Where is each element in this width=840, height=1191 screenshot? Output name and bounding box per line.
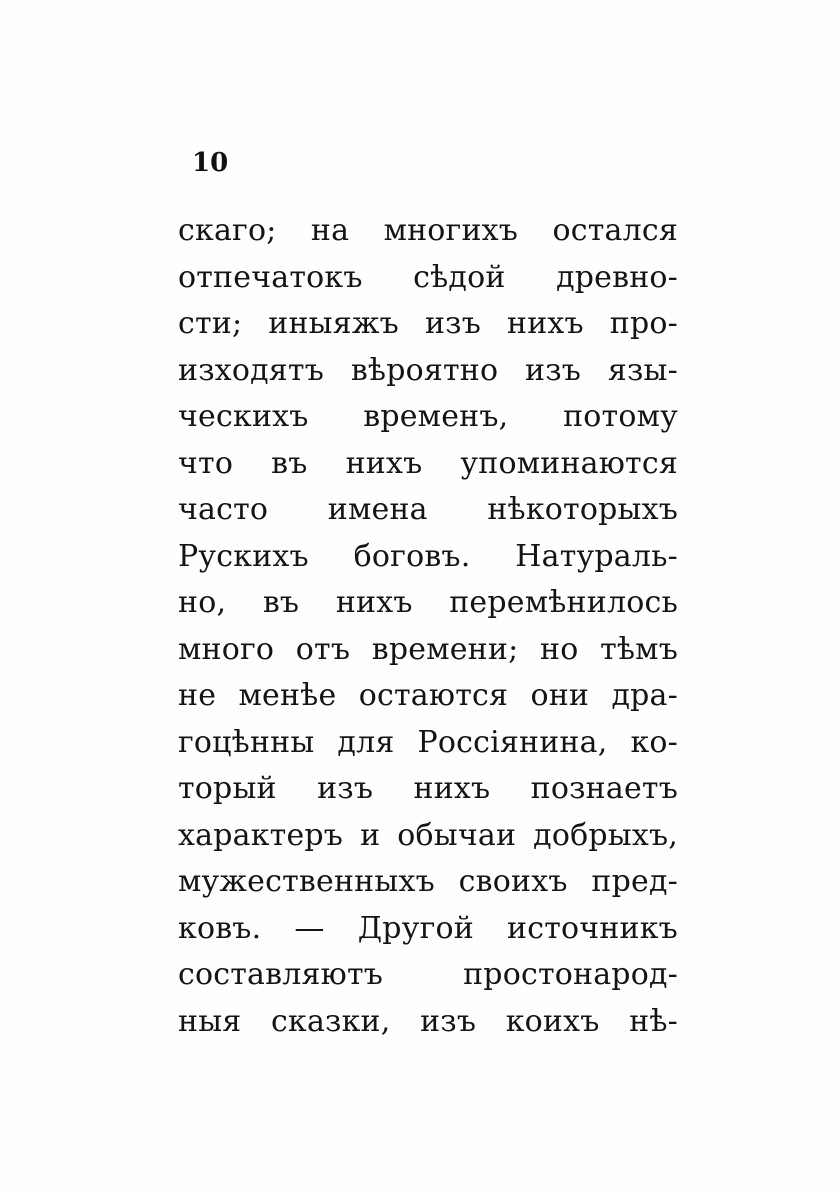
text-line: [178, 213, 678, 260]
body-text: [178, 213, 678, 1050]
word: ковъ.: [178, 910, 262, 946]
word: Россіянина,: [417, 724, 608, 760]
text-line: [178, 678, 678, 725]
word: ныя: [178, 1003, 242, 1039]
text-line: [178, 1004, 678, 1051]
word: тѣмъ: [600, 631, 678, 667]
word: много: [178, 631, 275, 667]
word: боговъ.: [353, 538, 471, 574]
text-line: [178, 539, 678, 586]
word: гоцѣнны: [178, 724, 315, 760]
text-line: [178, 399, 678, 446]
word: иныяжъ: [268, 306, 399, 341]
word: обычаи: [397, 817, 517, 853]
word: часто: [178, 492, 269, 527]
word: сти;: [178, 306, 243, 341]
word: нихъ: [335, 585, 413, 620]
word: изъ: [420, 1003, 477, 1039]
word: остался: [552, 213, 678, 248]
word: въ: [271, 445, 308, 481]
word: древно-: [556, 259, 678, 295]
word: они: [530, 678, 590, 713]
word: на: [310, 213, 350, 248]
word: торый: [178, 771, 277, 806]
word: Рускихъ: [178, 538, 309, 574]
word: ко-: [630, 724, 678, 760]
word: но: [540, 631, 579, 667]
word: упоминаются: [460, 445, 678, 481]
word: для: [337, 724, 395, 760]
word: нихъ: [345, 445, 423, 481]
word: изъ: [317, 771, 374, 806]
text-line: [178, 864, 678, 911]
word: не: [178, 678, 217, 713]
word: пред-: [591, 864, 678, 899]
word: составляютъ: [178, 957, 384, 992]
word: вѣроятно: [350, 352, 499, 388]
word: добрыхъ,: [533, 817, 678, 853]
text-line: [178, 446, 678, 493]
word: своихъ: [458, 864, 568, 899]
word: нихъ: [507, 306, 584, 341]
page-number: 10: [192, 148, 229, 178]
word: имена: [327, 492, 428, 527]
text-line: [178, 725, 678, 772]
word: временъ,: [363, 399, 509, 434]
text-line: [178, 771, 678, 818]
word: Натураль-: [515, 538, 678, 574]
word: дра-: [611, 678, 678, 713]
word: изъ: [525, 352, 582, 388]
word: потому: [563, 399, 678, 434]
word: коихъ: [505, 1003, 600, 1039]
word: —: [294, 910, 325, 946]
word: источникъ: [507, 910, 678, 946]
text-line: [178, 911, 678, 958]
text-line: [178, 957, 678, 1004]
word: нихъ: [413, 771, 491, 806]
text-line: [178, 353, 678, 400]
word: но,: [178, 585, 227, 620]
text-line: [178, 818, 678, 865]
word: изъ: [424, 306, 482, 341]
word: перемѣнилось: [449, 585, 678, 620]
word: менѣе: [238, 678, 337, 713]
word: сѣдой: [413, 259, 506, 295]
word: отъ: [295, 631, 351, 667]
word: нѣкоторыхъ: [487, 492, 678, 527]
word: изходятъ: [178, 352, 325, 388]
text-line: [178, 632, 678, 679]
word: скаго;: [178, 213, 277, 248]
text-line: [178, 306, 678, 353]
text-line: [178, 260, 678, 307]
word: и: [360, 817, 381, 853]
word: мужественныхъ: [178, 864, 435, 899]
word: отпечатокъ: [178, 259, 363, 295]
word: характеръ: [178, 817, 344, 853]
word: сказки,: [271, 1003, 391, 1039]
word: Другой: [357, 910, 474, 946]
word: познаетъ: [530, 771, 678, 806]
text-line: [178, 585, 678, 632]
word: язы-: [607, 352, 678, 388]
word: остаются: [358, 678, 509, 713]
word: времени;: [371, 631, 519, 667]
word: многихъ: [383, 213, 519, 248]
word: ческихъ: [178, 399, 309, 434]
word: что: [178, 445, 234, 481]
word: простонарод-: [463, 957, 678, 992]
text-line: [178, 492, 678, 539]
word: нѣ-: [629, 1003, 678, 1039]
word: про-: [609, 306, 678, 341]
word: въ: [262, 585, 300, 620]
